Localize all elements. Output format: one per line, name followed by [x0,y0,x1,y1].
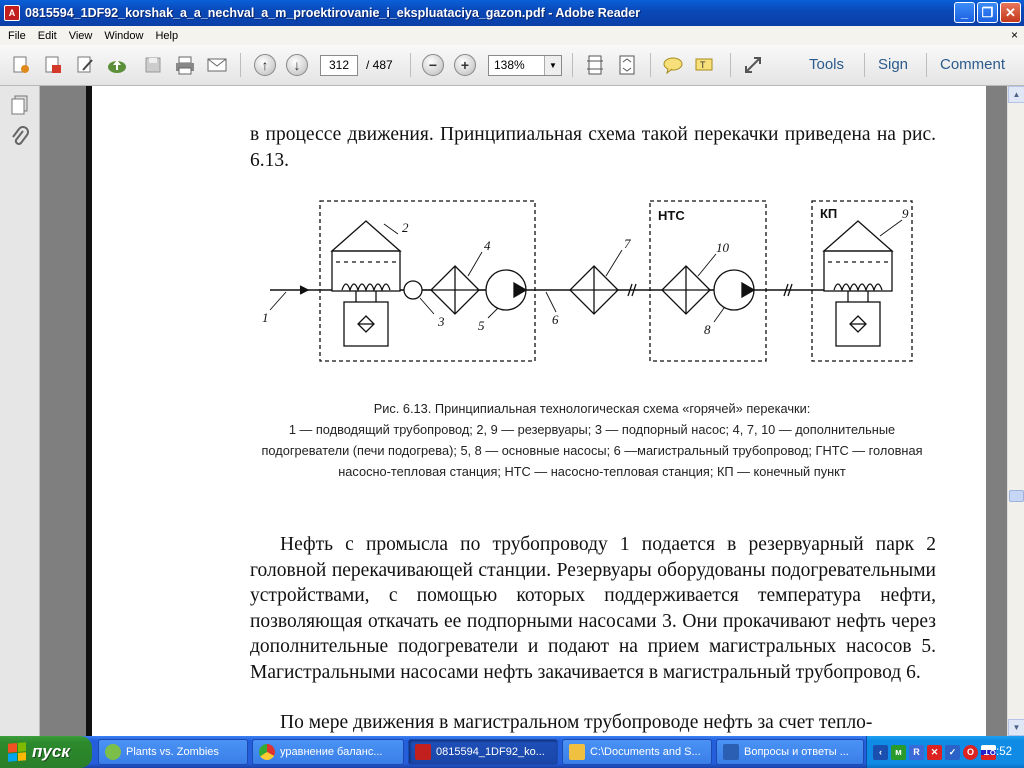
adobe-reader-icon: A [4,5,20,21]
start-label: пуск [32,742,70,761]
taskbar [0,736,1024,768]
caption-title: Рис. 6.13. Принципиальная технологическая схема «горячей» перекачки: [373,401,811,416]
scroll-thumb[interactable] [1009,490,1024,502]
label-8: 8 [704,322,711,337]
task-label: C:\Documents and S... [590,746,701,758]
chrome-icon [259,744,275,760]
folder-icon [569,744,585,760]
fit-page-icon[interactable] [582,53,608,77]
label-6: 6 [552,312,559,327]
scroll-down-arrow[interactable]: ▼ [1008,719,1024,736]
task-label: Вопросы и ответы ... [744,746,849,758]
scroll-up-arrow[interactable]: ▲ [1008,86,1024,103]
window-controls [954,2,1021,23]
antivirus-icon[interactable]: ✕ [927,745,942,760]
title-bar [0,0,1024,26]
chevron-down-icon[interactable]: ▼ [544,56,561,75]
previous-page-button[interactable]: ↑ [252,53,278,77]
label-nts: НТС [658,208,685,223]
close-button[interactable]: ✕ [1000,2,1021,23]
task-explorer[interactable] [562,739,712,765]
sign-button[interactable]: Sign [878,56,909,73]
navigation-panel [0,86,40,736]
label-1: 1 [262,310,269,325]
task-chrome[interactable] [252,739,404,765]
windows-logo-icon [8,742,26,762]
system-tray [866,736,1024,768]
next-page-button[interactable]: ↓ [284,53,310,77]
page-thumbnails-icon[interactable] [9,94,31,118]
label-4: 4 [484,238,491,253]
page-total: / 487 [366,58,393,72]
label-5: 5 [478,318,485,333]
paragraph-main: Нефть с промысла по трубопроводу 1 подается в резервуарный парк 2 головной перекачивающей станции. Резервуары оборудованы подогревательными устройствами, с помощью которых поддерживается температура нефти, позволяющая откачать ее подпорными насосами 3. Они прокачивают нефть через дополнительные подогреватели и подают на прием магистральных насосов 5. Магистральными насосами нефть закачивается в магистральный трубопровод 6. [250,534,936,683]
network-icon[interactable]: м [891,745,906,760]
update-icon[interactable]: ✓ [945,745,960,760]
email-icon[interactable] [204,53,230,77]
menu-file[interactable]: File [8,29,26,42]
pdf-icon [415,744,431,760]
paragraph-last: По мере движения в магистральном трубопроводе нефть за счет тепло- [280,712,873,733]
tools-button[interactable]: Tools [809,56,845,73]
language-icon[interactable]: R [909,745,924,760]
task-label: Plants vs. Zombies [126,746,219,758]
comment-bubble-icon[interactable] [660,53,686,77]
vertical-scrollbar[interactable] [1007,86,1024,736]
paragraph-intro: в процессе движения. Принципиальная схема такой перекачки приведена на рис. 6.13. [250,124,936,171]
menu-bar [0,26,1024,45]
comment-button[interactable]: Comment [940,56,1006,73]
restore-button[interactable]: ❐ [977,2,998,23]
task-label: 0815594_1DF92_ko... [436,746,545,758]
menu-edit[interactable]: Edit [37,29,57,42]
toolbar-separator [730,53,731,77]
expand-icon[interactable] [740,53,766,77]
toolbar-separator [240,53,241,77]
page-number-input[interactable]: 312 [320,55,358,76]
window-title: 0815594_1DF92_korshak_a_a_nechval_a_m_proektirovanie_i_ekspluataciya_gazon.pdf - Adobe Reader [25,6,641,20]
task-word[interactable] [716,739,864,765]
menu-help[interactable]: Help [155,29,179,42]
zoom-out-button[interactable]: − [420,53,446,77]
document-close-icon[interactable]: × [1010,28,1018,42]
highlight-text-icon[interactable] [692,53,718,77]
document-viewport[interactable] [41,86,1007,736]
menu-window[interactable]: Window [104,29,144,42]
edit-pdf-icon[interactable] [72,53,98,77]
menu-view[interactable]: View [68,29,93,42]
fit-width-icon[interactable] [614,53,640,77]
upload-cloud-icon[interactable] [104,53,130,77]
opera-icon[interactable]: O [963,745,978,760]
label-3: 3 [438,314,445,329]
flower-icon [105,744,121,760]
create-pdf-icon[interactable] [8,53,34,77]
toolbar-separator [864,53,865,77]
figure-diagram [252,196,952,386]
task-label: уравнение баланс... [280,746,383,758]
svg-text:T: T [700,60,706,70]
word-icon [723,744,739,760]
figure-caption [252,398,932,482]
caption-body: 1 — подводящий трубопровод; 2, 9 — резервуары; 3 — подпорный насос; 4, 7, 10 — дополнительные подогреватели (печи подогрева); 5, 8 — основные насосы; 6 —магистральный трубопровод; ГНТС — головная насосно-тепловая станция; НТС — насосно-тепловая станция; КП — конечный пункт [261,422,923,479]
label-7: 7 [624,236,631,251]
toolbar-separator [650,53,651,77]
zoom-value: 138% [494,58,525,72]
toolbar [0,45,1024,86]
attachments-paperclip-icon[interactable] [9,126,31,150]
zoom-select[interactable] [488,55,562,76]
label-2: 2 [402,220,409,235]
task-plants-vs-zombies[interactable] [98,739,248,765]
start-button[interactable] [0,736,92,768]
task-adobe-reader[interactable] [408,739,558,765]
pdf-page [86,86,986,736]
convert-pdf-icon[interactable] [40,53,66,77]
toolbar-separator [410,53,411,77]
label-9: 9 [902,206,909,221]
label-kp: КП [820,206,838,221]
clock: 18:52 [983,746,1012,758]
toolbar-separator [926,53,927,77]
zoom-in-button[interactable]: + [452,53,478,77]
toolbar-separator [572,53,573,77]
save-icon[interactable] [140,53,166,77]
minimize-button[interactable]: _ [954,2,975,23]
chevron-left-icon[interactable]: ‹ [873,745,888,760]
label-10: 10 [716,240,729,255]
print-icon[interactable] [172,53,198,77]
